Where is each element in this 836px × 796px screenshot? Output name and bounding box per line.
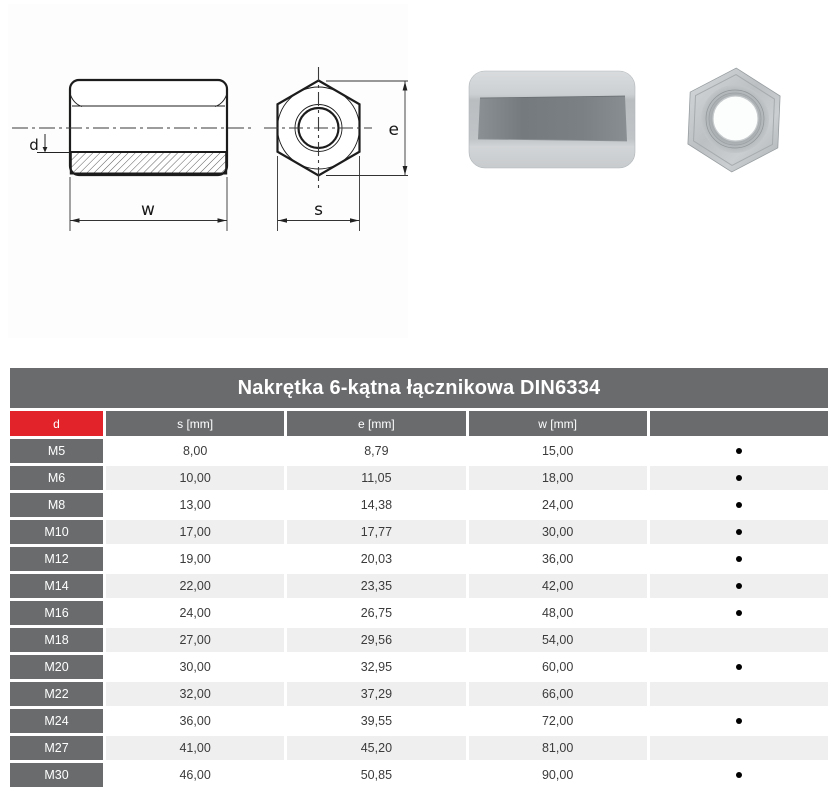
dim-label-e: e	[388, 120, 399, 140]
cell-w: 66,00	[469, 682, 647, 706]
row-label-M16: M16	[10, 601, 103, 625]
cell-s: 19,00	[106, 547, 284, 571]
row-label-M6: M6	[10, 466, 103, 490]
spec-table-grid	[10, 411, 828, 787]
cell-availability	[650, 655, 828, 679]
cell-availability	[650, 547, 828, 571]
row-label-M22: M22	[10, 682, 103, 706]
cell-s: 8,00	[106, 439, 284, 463]
col-header: s [mm]	[106, 411, 284, 436]
cell-availability	[650, 601, 828, 625]
row-label-M8: M8	[10, 493, 103, 517]
din6334-dimension-drawing	[8, 4, 408, 338]
cell-availability	[650, 574, 828, 598]
coupling-nut-end-photo	[684, 62, 788, 180]
cell-e: 37,29	[287, 682, 465, 706]
coupling-nut-side-photo	[466, 68, 642, 174]
cell-availability	[650, 682, 828, 706]
stock-dot-icon	[736, 718, 742, 724]
cell-availability	[650, 520, 828, 544]
cell-availability	[650, 466, 828, 490]
cell-e: 20,03	[287, 547, 465, 571]
cell-w: 18,00	[469, 466, 647, 490]
cell-w: 48,00	[469, 601, 647, 625]
row-label-M27: M27	[10, 736, 103, 760]
stock-dot-icon	[736, 475, 742, 481]
cell-s: 32,00	[106, 682, 284, 706]
row-label-M14: M14	[10, 574, 103, 598]
col-header: e [mm]	[287, 411, 465, 436]
cell-s: 22,00	[106, 574, 284, 598]
stock-dot-icon	[736, 529, 742, 535]
row-label-M20: M20	[10, 655, 103, 679]
cell-e: 32,95	[287, 655, 465, 679]
cell-s: 30,00	[106, 655, 284, 679]
stock-dot-icon	[736, 664, 742, 670]
dimension-w	[70, 177, 227, 231]
row-label-M10: M10	[10, 520, 103, 544]
row-label-M12: M12	[10, 547, 103, 571]
cell-availability	[650, 628, 828, 652]
cell-s: 36,00	[106, 709, 284, 733]
cell-w: 72,00	[469, 709, 647, 733]
cell-e: 14,38	[287, 493, 465, 517]
cell-s: 13,00	[106, 493, 284, 517]
cell-availability	[650, 439, 828, 463]
cell-s: 17,00	[106, 520, 284, 544]
cell-e: 8,79	[287, 439, 465, 463]
cell-s: 27,00	[106, 628, 284, 652]
cell-s: 41,00	[106, 736, 284, 760]
cell-e: 26,75	[287, 601, 465, 625]
stock-dot-icon	[736, 610, 742, 616]
cell-e: 23,35	[287, 574, 465, 598]
row-label-M30: M30	[10, 763, 103, 787]
stock-dot-icon	[736, 502, 742, 508]
cell-e: 39,55	[287, 709, 465, 733]
cell-w: 15,00	[469, 439, 647, 463]
cell-e: 29,56	[287, 628, 465, 652]
cell-e: 45,20	[287, 736, 465, 760]
technical-drawing-panel	[8, 4, 408, 338]
cell-availability	[650, 493, 828, 517]
cell-w: 36,00	[469, 547, 647, 571]
end-view	[264, 67, 372, 189]
cell-w: 30,00	[469, 520, 647, 544]
table-title: Nakrętka 6-kątna łącznikowa DIN6334	[10, 368, 828, 408]
cell-e: 11,05	[287, 466, 465, 490]
stock-dot-icon	[736, 556, 742, 562]
cell-availability	[650, 709, 828, 733]
cell-w: 81,00	[469, 736, 647, 760]
stock-dot-icon	[736, 772, 742, 778]
dim-label-s: s	[314, 200, 323, 220]
col-header-d: d	[10, 411, 103, 436]
cell-e: 17,77	[287, 520, 465, 544]
cell-w: 24,00	[469, 493, 647, 517]
stock-dot-icon	[736, 448, 742, 454]
cell-availability	[650, 763, 828, 787]
dim-label-d: d	[29, 136, 39, 154]
row-label-M18: M18	[10, 628, 103, 652]
cell-s: 46,00	[106, 763, 284, 787]
dimension-d	[29, 134, 70, 154]
cell-w: 42,00	[469, 574, 647, 598]
row-label-M5: M5	[10, 439, 103, 463]
cell-w: 54,00	[469, 628, 647, 652]
cell-w: 60,00	[469, 655, 647, 679]
cell-w: 90,00	[469, 763, 647, 787]
cell-s: 24,00	[106, 601, 284, 625]
cell-s: 10,00	[106, 466, 284, 490]
col-header	[650, 411, 828, 436]
col-header: w [mm]	[469, 411, 647, 436]
stock-dot-icon	[736, 583, 742, 589]
cell-e: 50,85	[287, 763, 465, 787]
cell-availability	[650, 736, 828, 760]
row-label-M24: M24	[10, 709, 103, 733]
dim-label-w: w	[141, 200, 155, 220]
spec-table	[10, 368, 828, 787]
